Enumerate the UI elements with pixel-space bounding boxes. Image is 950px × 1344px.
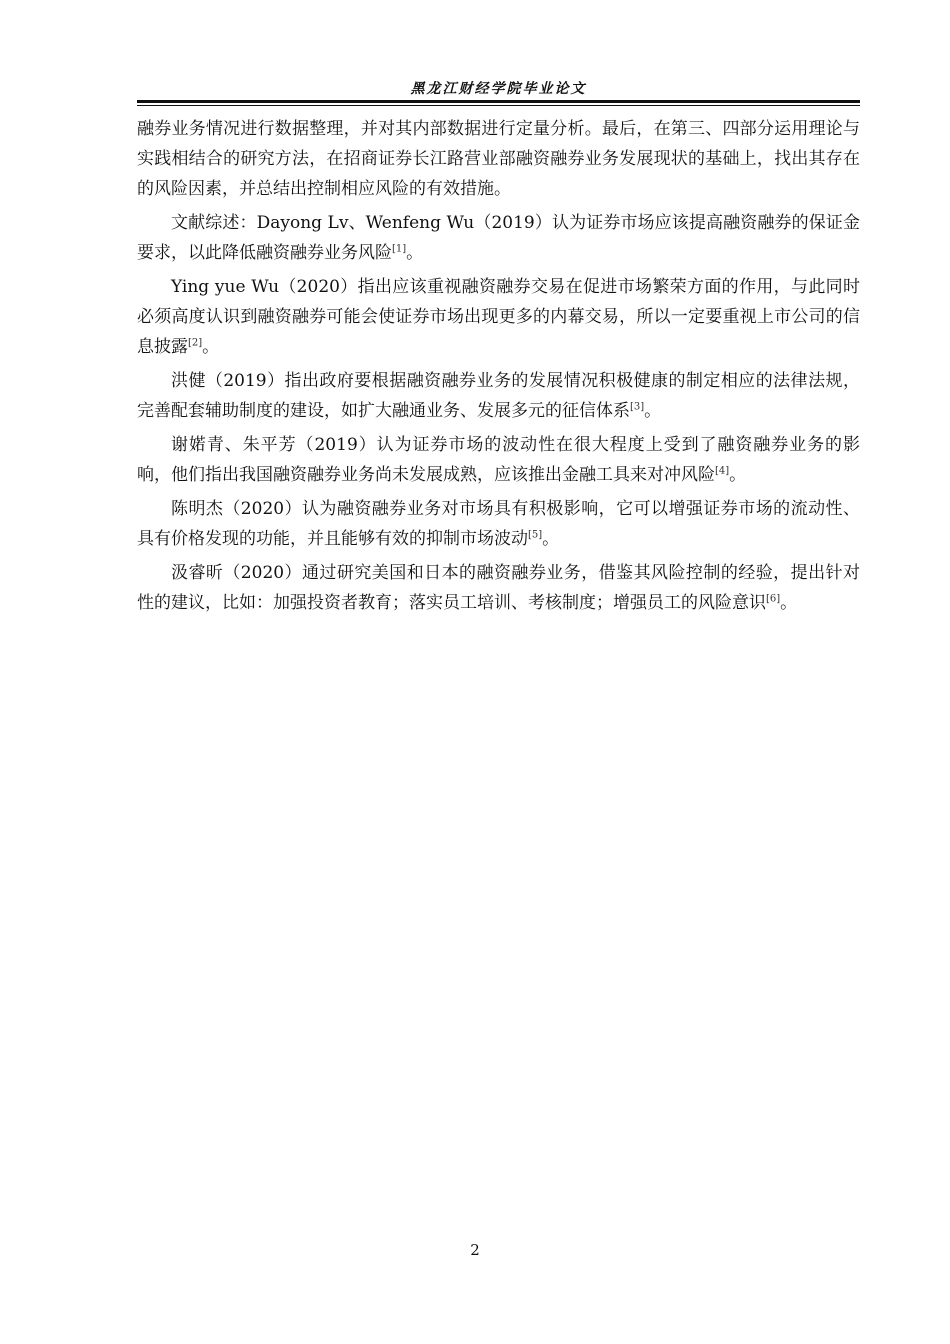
paragraph-2: [137, 208, 860, 268]
running-header: 黑龙江财经学院毕业论文: [410, 81, 587, 97]
citation-marker: [2]: [188, 337, 203, 349]
paragraph-3: [137, 272, 860, 362]
paragraph-tail: 。: [202, 337, 220, 357]
paragraph-6: [137, 494, 860, 554]
paragraph-text: 文献综述：Dayong Lv、Wenfeng Wu（2019）认为证券市场应该提高融资融券的保证金要求，以此降低融资融券业务风险: [137, 213, 860, 263]
paragraph-tail: 。: [729, 465, 747, 485]
body-text: [137, 114, 860, 622]
paragraph-text: Ying yue Wu（2020）指出应该重视融资融券交易在促进市场繁荣方面的作用，与此同时必须高度认识到融资融券可能会使证券市场出现更多的内幕交易，所以一定要重视上市公司的信息披露: [137, 277, 860, 357]
citation-marker: [5]: [528, 529, 543, 541]
paragraph-text: 陈明杰（2020）认为融资融券业务对市场具有积极影响，它可以增强证券市场的流动性、具有价格发现的功能，并且能够有效的抑制市场波动: [137, 499, 860, 549]
citation-marker: [1]: [392, 243, 407, 255]
paragraph-7: [137, 558, 860, 618]
paragraph-tail: 。: [406, 243, 424, 263]
header-rule-thin: [137, 105, 860, 106]
paragraph-tail: 。: [542, 529, 560, 549]
citation-marker: [3]: [630, 401, 645, 413]
citation-marker: [6]: [766, 593, 781, 605]
paragraph-text: 汲睿昕（2020）通过研究美国和日本的融资融券业务，借鉴其风险控制的经验，提出针对性的建议，比如：加强投资者教育；落实员工培训、考核制度；增强员工的风险意识: [137, 563, 860, 613]
page-number: 2: [470, 1241, 480, 1259]
paragraph-text: 融券业务情况进行数据整理，并对其内部数据进行定量分析。最后，在第三、四部分运用理论与实践相结合的研究方法，在招商证券长江路营业部融资融券业务发展现状的基础上，找出其存在的风险因素，并总结出控制相应风险的有效措施。: [137, 119, 860, 199]
header-rule-thick: [137, 100, 860, 103]
paragraph-5: [137, 430, 860, 490]
citation-marker: [4]: [715, 465, 730, 477]
paragraph-text: 谢婼青、朱平芳（2019）认为证券市场的波动性在很大程度上受到了融资融券业务的影响，他们指出我国融资融券业务尚未发展成熟，应该推出金融工具来对冲风险: [137, 435, 860, 485]
paragraph-4: [137, 366, 860, 426]
paragraph-1: [137, 114, 860, 204]
paragraph-tail: 。: [644, 401, 662, 421]
paragraph-tail: 。: [780, 593, 798, 613]
paragraph-text: 洪健（2019）指出政府要根据融资融券业务的发展情况积极健康的制定相应的法律法规，完善配套辅助制度的建设，如扩大融通业务、发展多元的征信体系: [137, 371, 860, 421]
